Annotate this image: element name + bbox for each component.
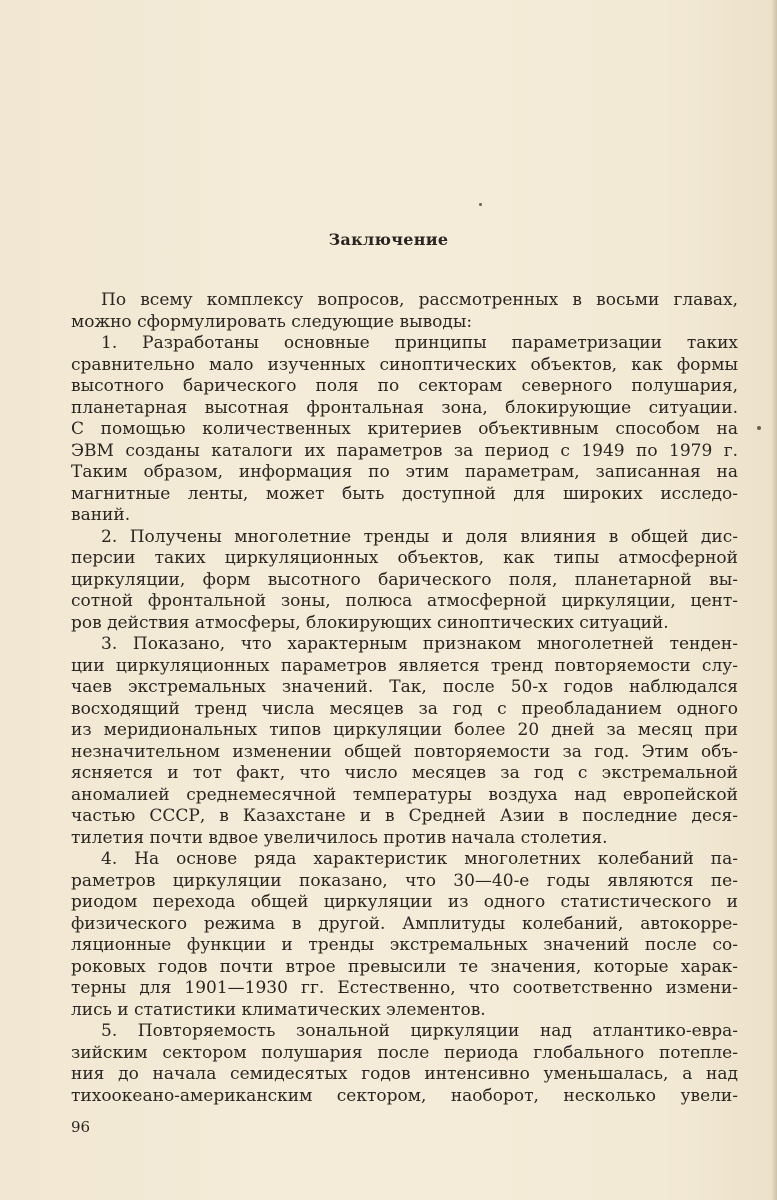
text-line: ров действия атмосферы, блокирующих синоптических ситуаций. bbox=[71, 612, 669, 633]
text-line: тилетия почти вдвое увеличилось против начала столетия. bbox=[71, 827, 608, 848]
text-line: ляционные функции и тренды экстремальных значений после со- bbox=[71, 935, 738, 955]
text-line: персии таких циркуляционных объектов, как типы атмосферной bbox=[71, 548, 738, 568]
text-line: 5. Повторяемость зональной циркуляции над атлантико-евра- bbox=[101, 1021, 738, 1041]
text-line: из меридиональных типов циркуляции более 20 дней за месяц при bbox=[71, 720, 738, 740]
text-line: физического режима в другой. Амплитуды колебаний, автокорре- bbox=[71, 913, 738, 934]
text-line: 3. Показано, что характерным признаком многолетней тенден- bbox=[101, 634, 738, 654]
text-line: аномалией среднемесячной температуры воздуха над европейской bbox=[71, 784, 738, 805]
text-line: незначительном изменении общей повторяемости за год. Этим объ- bbox=[71, 741, 738, 762]
chapter-heading: Заключение bbox=[328, 230, 449, 249]
text-line: восходящий тренд числа месяцев за год с преобладанием одного bbox=[71, 698, 738, 719]
text-line: лись и статистики климатических элементов. bbox=[71, 999, 486, 1020]
text-line: высотного барического поля по секторам северного полушария, bbox=[71, 376, 738, 396]
text-line: ясняется и тот факт, что число месяцев за год с экстремальной bbox=[71, 763, 738, 783]
text-line: С помощью количественных критериев объективным способом на bbox=[71, 419, 738, 439]
text-line: циркуляции, форм высотного барического поля, планетарной вы- bbox=[71, 569, 738, 590]
text-line: 4. На основе ряда характеристик многолетних колебаний па- bbox=[101, 849, 738, 869]
text-line: частью СССР, в Казахстане и в Средней Азии в последние деся- bbox=[71, 806, 738, 826]
text-line: чаев экстремальных значений. Так, после 50-х годов наблюдался bbox=[71, 677, 738, 697]
text-line: тихоокеано-американским сектором, наоборот, несколько увели- bbox=[71, 1085, 738, 1106]
scan-speck bbox=[757, 426, 761, 430]
text-line: терны для 1901—1930 гг. Естественно, что соответственно измени- bbox=[71, 978, 738, 998]
scan-speck bbox=[479, 203, 482, 206]
text-line: зийским сектором полушария после периода глобального потепле- bbox=[71, 1042, 738, 1063]
text-line: ции циркуляционных параметров является тренд повторяемости слу- bbox=[71, 655, 738, 676]
text-line: ЭВМ созданы каталоги их параметров за период с 1949 по 1979 г. bbox=[71, 440, 738, 461]
text-line: ваний. bbox=[71, 505, 131, 525]
text-line: сравнительно мало изученных синоптических объектов, как формы bbox=[71, 354, 738, 375]
text-line: 1. Разработаны основные принципы параметризации таких bbox=[101, 333, 738, 353]
body-text bbox=[71, 290, 738, 1107]
text-line: Таким образом, информация по этим параметрам, записанная на bbox=[71, 462, 738, 482]
text-line: роковых годов почти втрое превысили те значения, которые харак- bbox=[71, 956, 738, 977]
text-line: раметров циркуляции показано, что 30—40-е годы являются пе- bbox=[71, 870, 738, 891]
text-line: По всему комплексу вопросов, рассмотренных в восьми главах, bbox=[101, 290, 738, 310]
text-line: планетарная высотная фронтальная зона, блокирующие ситуации. bbox=[71, 397, 738, 418]
text-line: можно сформулировать следующие выводы: bbox=[71, 311, 473, 332]
text-line: риодом перехода общей циркуляции из одного статистического и bbox=[71, 892, 738, 912]
text-line: сотной фронтальной зоны, полюса атмосферной циркуляции, цент- bbox=[71, 591, 738, 611]
page-number: 96 bbox=[71, 1118, 91, 1136]
text-line: 2. Получены многолетние тренды и доля влияния в общей дис- bbox=[101, 526, 738, 547]
page-edge-shadow bbox=[771, 0, 777, 1200]
text-line: ния до начала семидесятых годов интенсивно уменьшалась, а над bbox=[71, 1064, 738, 1084]
text-line: магнитные ленты, может быть доступной для широких исследо- bbox=[71, 483, 738, 504]
